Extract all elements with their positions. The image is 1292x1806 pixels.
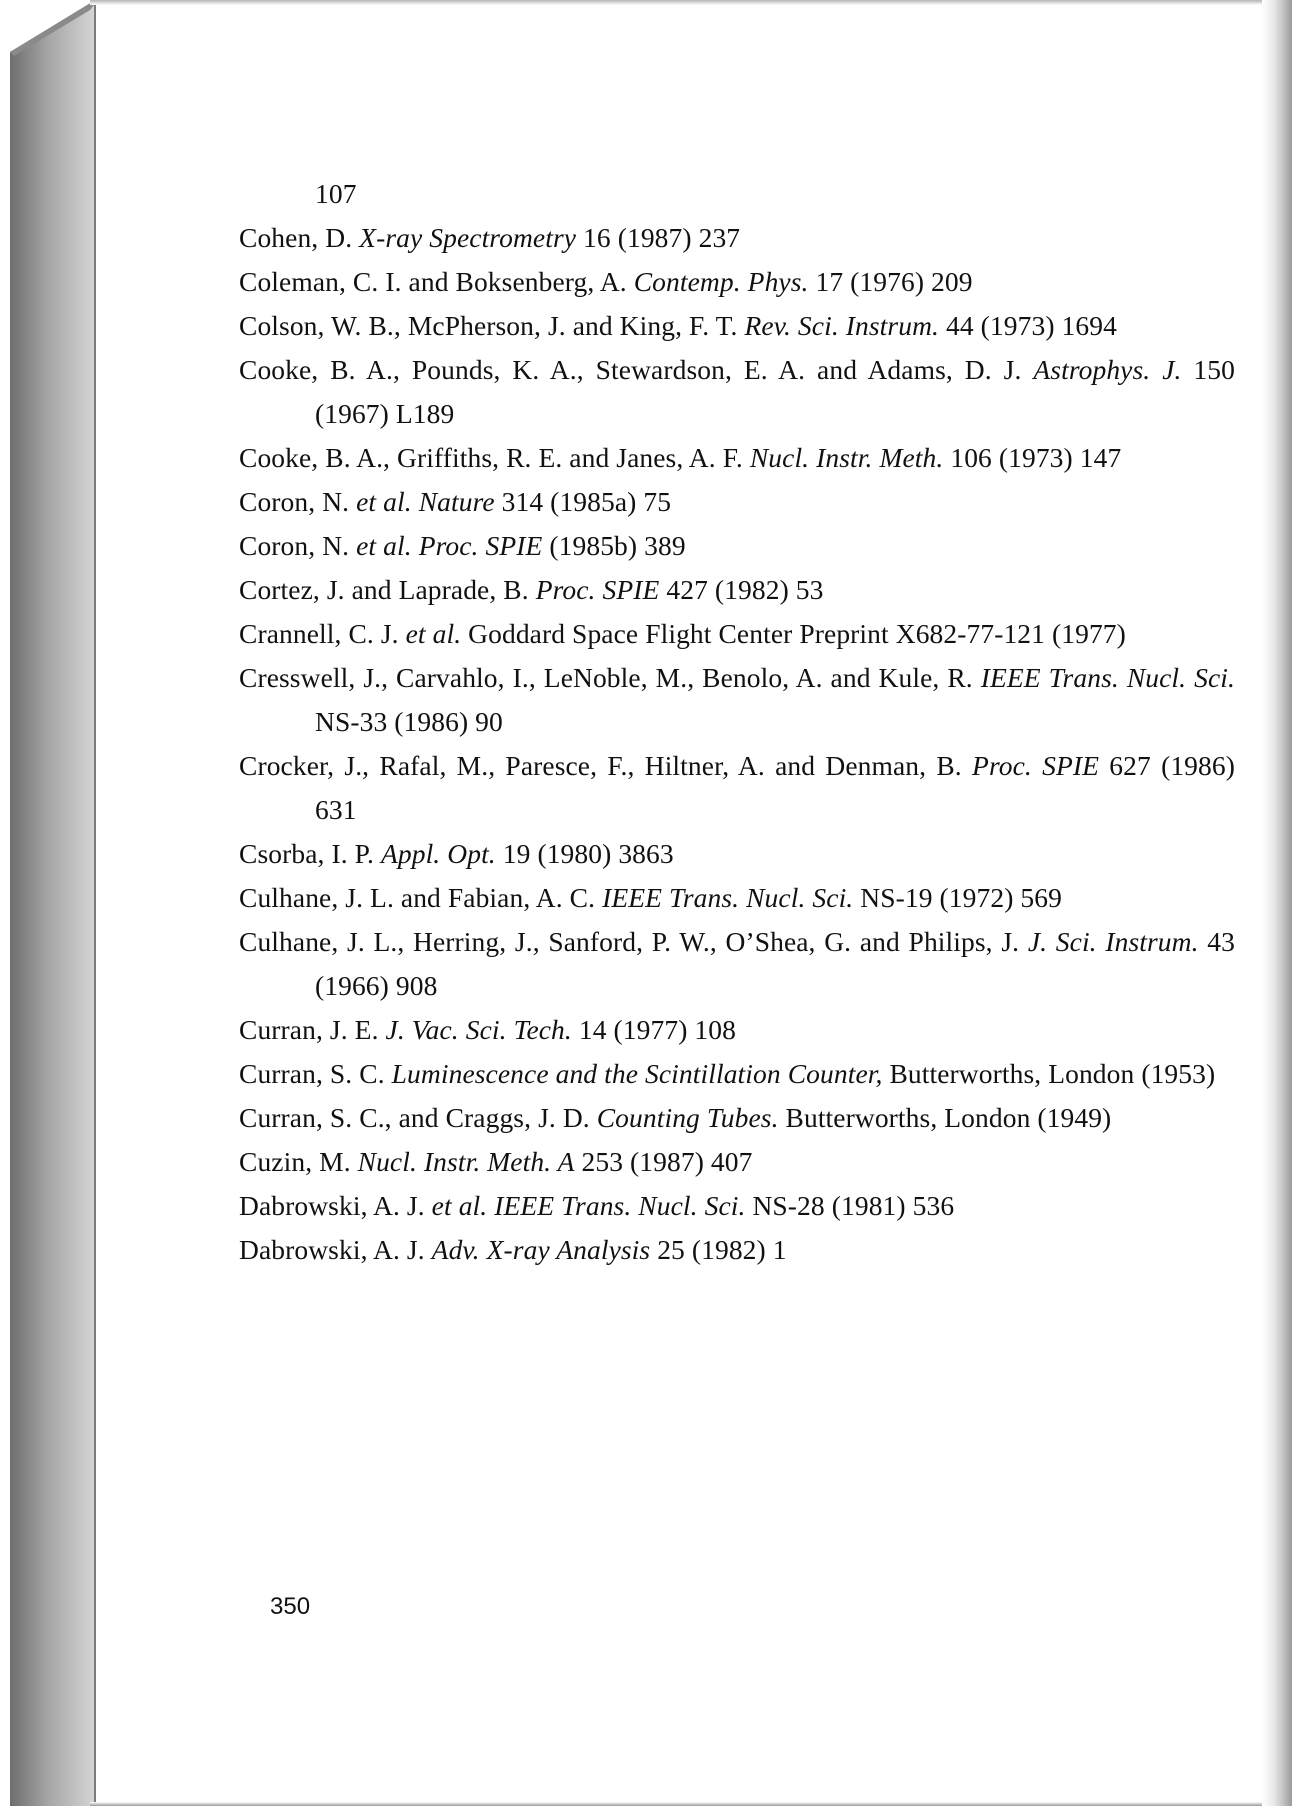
reference-title-italic: et al. [431, 1190, 488, 1221]
reference-entry [239, 656, 1235, 744]
reference-authors: Coron, N. [239, 530, 357, 561]
reference-authors: Crannell, C. J. [239, 618, 406, 649]
reference-entry [239, 216, 1235, 260]
reference-entry [239, 612, 1235, 656]
reference-title-italic: Luminescence and the Scintillation Counter, [391, 1058, 883, 1089]
reference-title-italic: Nucl. Instr. Meth. [749, 442, 944, 473]
reference-entry [239, 260, 1235, 304]
reference-entry [239, 1228, 1235, 1272]
reference-entry [239, 920, 1235, 1008]
reference-text: 253 (1987) 407 [574, 1146, 753, 1177]
reference-list [239, 172, 1235, 1272]
reference-title-italic: Proc. SPIE [535, 574, 660, 605]
reference-title-italic: J. Sci. Instrum. [1027, 926, 1199, 957]
reference-title-italic: IEEE Trans. Nucl. Sci. [602, 882, 854, 913]
reference-entry [239, 1008, 1235, 1052]
reference-authors: Culhane, J. L. and Fabian, A. C. [239, 882, 603, 913]
reference-text: 314 (1985a) 75 [494, 486, 672, 517]
page-content [95, 0, 1265, 1806]
reference-text: 25 (1982) 1 [650, 1234, 787, 1265]
reference-title-italic: IEEE Trans. Nucl. Sci. [980, 662, 1235, 693]
reference-entry [239, 480, 1235, 524]
reference-entry [239, 524, 1235, 568]
reference-title-italic: Rev. Sci. Instrum. [744, 310, 940, 341]
reference-authors: Coleman, C. I. and Boksenberg, A. [239, 266, 634, 297]
reference-entry [239, 304, 1235, 348]
book-spine-edge [0, 0, 100, 1806]
reference-authors: Cortez, J. and Laprade, B. [239, 574, 536, 605]
reference-entry [239, 436, 1235, 480]
reference-title-italic: Contemp. Phys. [633, 266, 809, 297]
reference-entry [239, 1184, 1235, 1228]
reference-title-italic: Proc. SPIE [972, 750, 1100, 781]
reference-continuation [239, 172, 1235, 216]
reference-authors: Curran, S. C., and Craggs, J. D. [239, 1102, 597, 1133]
reference-authors: Dabrowski, A. J. [239, 1234, 432, 1265]
reference-title-italic: et al. [405, 618, 462, 649]
reference-text: Butterworths, London (1949) [778, 1102, 1112, 1133]
reference-authors: Colson, W. B., McPherson, J. and King, F. T. [239, 310, 745, 341]
reference-text [412, 530, 419, 561]
reference-title-italic: X-ray Spectrometry [359, 222, 577, 253]
reference-text: 427 (1982) 53 [659, 574, 824, 605]
reference-text: NS-33 (1986) 90 [315, 706, 503, 737]
reference-text: (1985b) 389 [542, 530, 686, 561]
reference-title-italic: Appl. Opt. [380, 838, 496, 869]
reference-authors: Coron, N. [239, 486, 357, 517]
reference-text: 43 (1966) 908 [315, 926, 1235, 1001]
reference-text: 19 (1980) 3863 [495, 838, 674, 869]
reference-title-italic: Astrophys. J. [1033, 354, 1182, 385]
reference-authors: Csorba, I. P. [239, 838, 381, 869]
reference-title-italic: IEEE Trans. Nucl. Sci. [494, 1190, 746, 1221]
reference-title-italic: J. Vac. Sci. Tech. [385, 1014, 572, 1045]
reference-entry [239, 1096, 1235, 1140]
reference-text [412, 486, 419, 517]
reference-authors: Crocker, J., Rafal, M., Paresce, F., Hiltner, A. and Denman, B. [239, 750, 973, 781]
reference-entry [239, 348, 1235, 436]
reference-authors: Cuzin, M. [239, 1146, 358, 1177]
reference-text: 44 (1973) 1694 [939, 310, 1117, 341]
reference-title-italic: Nucl. Instr. Meth. A [357, 1146, 575, 1177]
reference-title-italic: Adv. X-ray Analysis [431, 1234, 651, 1265]
reference-title-italic: et al. [356, 486, 412, 517]
reference-title-italic: et al. [356, 530, 412, 561]
reference-authors: Cooke, B. A., Griffiths, R. E. and Janes, A. F. [239, 442, 750, 473]
reference-authors: Dabrowski, A. J. [239, 1190, 432, 1221]
reference-entry [239, 832, 1235, 876]
reference-text: 106 (1973) 147 [943, 442, 1122, 473]
reference-text: 107 [315, 178, 357, 209]
reference-text: 16 (1987) 237 [576, 222, 741, 253]
reference-text: Goddard Space Flight Center Preprint X682-77-121 (1977) [461, 618, 1126, 649]
reference-entry [239, 744, 1235, 832]
reference-title-italic: Proc. SPIE [418, 530, 543, 561]
reference-entry [239, 568, 1235, 612]
reference-authors: Cohen, D. [239, 222, 360, 253]
page-right-shadow [1262, 0, 1292, 1806]
reference-text: NS-28 (1981) 536 [745, 1190, 955, 1221]
reference-authors: Cooke, B. A., Pounds, K. A., Stewardson, E. A. and Adams, D. J. [239, 354, 1034, 385]
reference-authors: Cresswell, J., Carvahlo, I., LeNoble, M., Benolo, A. and Kule, R. [239, 662, 981, 693]
reference-text: NS-19 (1972) 569 [853, 882, 1062, 913]
reference-entry [239, 1052, 1235, 1096]
reference-text: Butterworths, London (1953) [882, 1058, 1216, 1089]
reference-text: 627 (1986) 631 [315, 750, 1235, 825]
page-number: 350 [270, 1593, 311, 1620]
reference-text: 14 (1977) 108 [571, 1014, 736, 1045]
reference-text: 17 (1976) 209 [808, 266, 973, 297]
reference-entry [239, 1140, 1235, 1184]
reference-title-italic: Counting Tubes. [596, 1102, 779, 1133]
reference-title-italic: Nature [418, 486, 495, 517]
reference-text: 150 (1967) L189 [315, 354, 1235, 429]
reference-authors: Culhane, J. L., Herring, J., Sanford, P. W., O’Shea, G. and Philips, J. [239, 926, 1028, 957]
reference-entry [239, 876, 1235, 920]
reference-authors: Curran, S. C. [239, 1058, 392, 1089]
reference-authors: Curran, J. E. [239, 1014, 386, 1045]
